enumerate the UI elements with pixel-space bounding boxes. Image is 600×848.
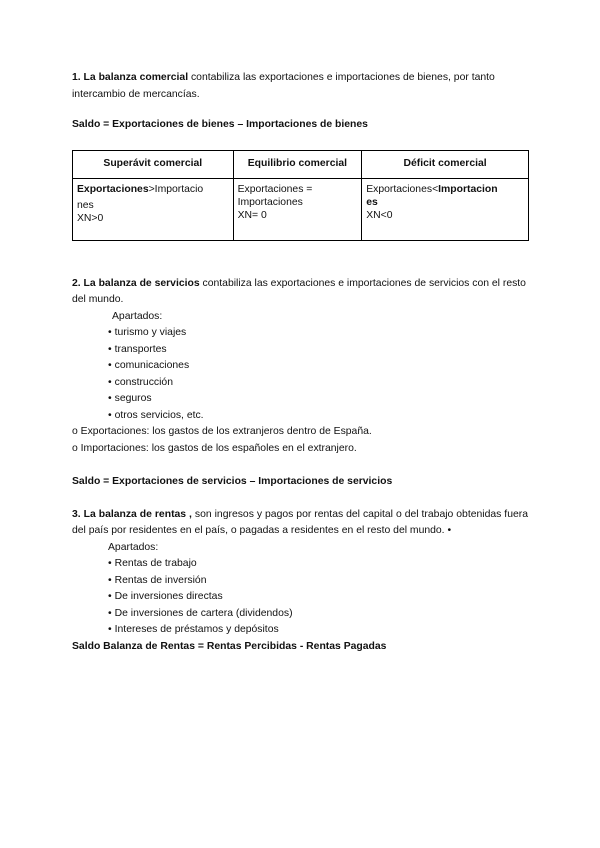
section2-heading: 2. La balanza de servicios bbox=[72, 277, 200, 289]
balanza-comercial-table bbox=[72, 150, 529, 241]
list-item: • transportes bbox=[108, 342, 528, 359]
superavit-line1 bbox=[77, 183, 229, 196]
equilibrio-line1: Exportaciones = bbox=[237, 183, 313, 195]
section3-text: son ingresos y pagos por rentas del capital o del trabajo obtenidas fuera del país por residentes en el país, o pagadas a residentes en el resto del mundo. • bbox=[72, 508, 528, 536]
section3-apartados-label: Apartados: bbox=[108, 541, 159, 553]
list-item: • Rentas de trabajo bbox=[108, 556, 528, 573]
section3-paragraph bbox=[72, 507, 528, 540]
table-row bbox=[73, 178, 529, 240]
table-header-superavit: Superávit comercial bbox=[73, 150, 234, 178]
equilibrio-line2: Importaciones bbox=[237, 196, 303, 208]
list-item: • seguros bbox=[108, 391, 528, 408]
table-cell-equilibrio bbox=[233, 178, 362, 240]
superavit-bold: Exportaciones bbox=[77, 183, 149, 195]
table-header-row bbox=[73, 150, 529, 178]
section2-note-importaciones: o Importaciones: los gastos de los españoles en el extranjero. bbox=[72, 442, 357, 454]
list-item: • otros servicios, etc. bbox=[108, 408, 528, 425]
list-item: • Rentas de inversión bbox=[108, 573, 528, 590]
section3-heading: 3. La balanza de rentas , bbox=[72, 508, 192, 520]
list-item: • De inversiones directas bbox=[108, 589, 528, 606]
superavit-line3: XN>0 bbox=[77, 212, 104, 224]
section2-paragraph bbox=[72, 276, 528, 309]
deficit-normal: Exportaciones< bbox=[366, 183, 439, 195]
table-cell-deficit bbox=[362, 178, 529, 240]
list-item: • comunicaciones bbox=[108, 358, 528, 375]
superavit-rest: >Importacio bbox=[148, 183, 204, 195]
section1-text: contabiliza las exportaciones e importaciones de bienes, por tanto intercambio de mercancías. bbox=[72, 72, 495, 100]
section1-saldo: Saldo = Exportaciones de bienes – Importaciones de bienes bbox=[72, 119, 368, 130]
table-cell-superavit bbox=[73, 178, 234, 240]
deficit-bold: Importacion bbox=[438, 183, 498, 195]
section2-text: contabiliza las exportaciones e importaciones de servicios con el resto del mundo. bbox=[72, 277, 526, 305]
section3-saldo: Saldo Balanza de Rentas = Rentas Percibidas - Rentas Pagadas bbox=[72, 640, 387, 652]
section1-heading: 1. La balanza comercial bbox=[72, 72, 189, 83]
deficit-line2: es bbox=[366, 196, 378, 208]
deficit-line1 bbox=[366, 183, 524, 196]
section2-note-exportaciones: o Exportaciones: los gastos de los extranjeros dentro de España. bbox=[72, 426, 372, 437]
list-item: • Intereses de préstamos y depósitos bbox=[108, 622, 528, 639]
superavit-line2: nes bbox=[77, 199, 94, 211]
section2-list bbox=[72, 325, 528, 424]
section2-apartados-label: Apartados: bbox=[112, 310, 163, 322]
list-item: • turismo y viajes bbox=[108, 325, 528, 342]
equilibrio-line3: XN= 0 bbox=[237, 209, 267, 221]
section1-paragraph bbox=[72, 70, 528, 103]
deficit-line3: XN<0 bbox=[366, 209, 393, 221]
list-item: • De inversiones de cartera (dividendos) bbox=[108, 606, 528, 623]
section2-saldo: Saldo = Exportaciones de servicios – Importaciones de servicios bbox=[72, 476, 393, 487]
table-header-equilibrio: Equilibrio comercial bbox=[233, 150, 362, 178]
section3-list bbox=[72, 556, 528, 639]
table-header-deficit: Déficit comercial bbox=[362, 150, 529, 178]
list-item: • construcción bbox=[108, 375, 528, 392]
